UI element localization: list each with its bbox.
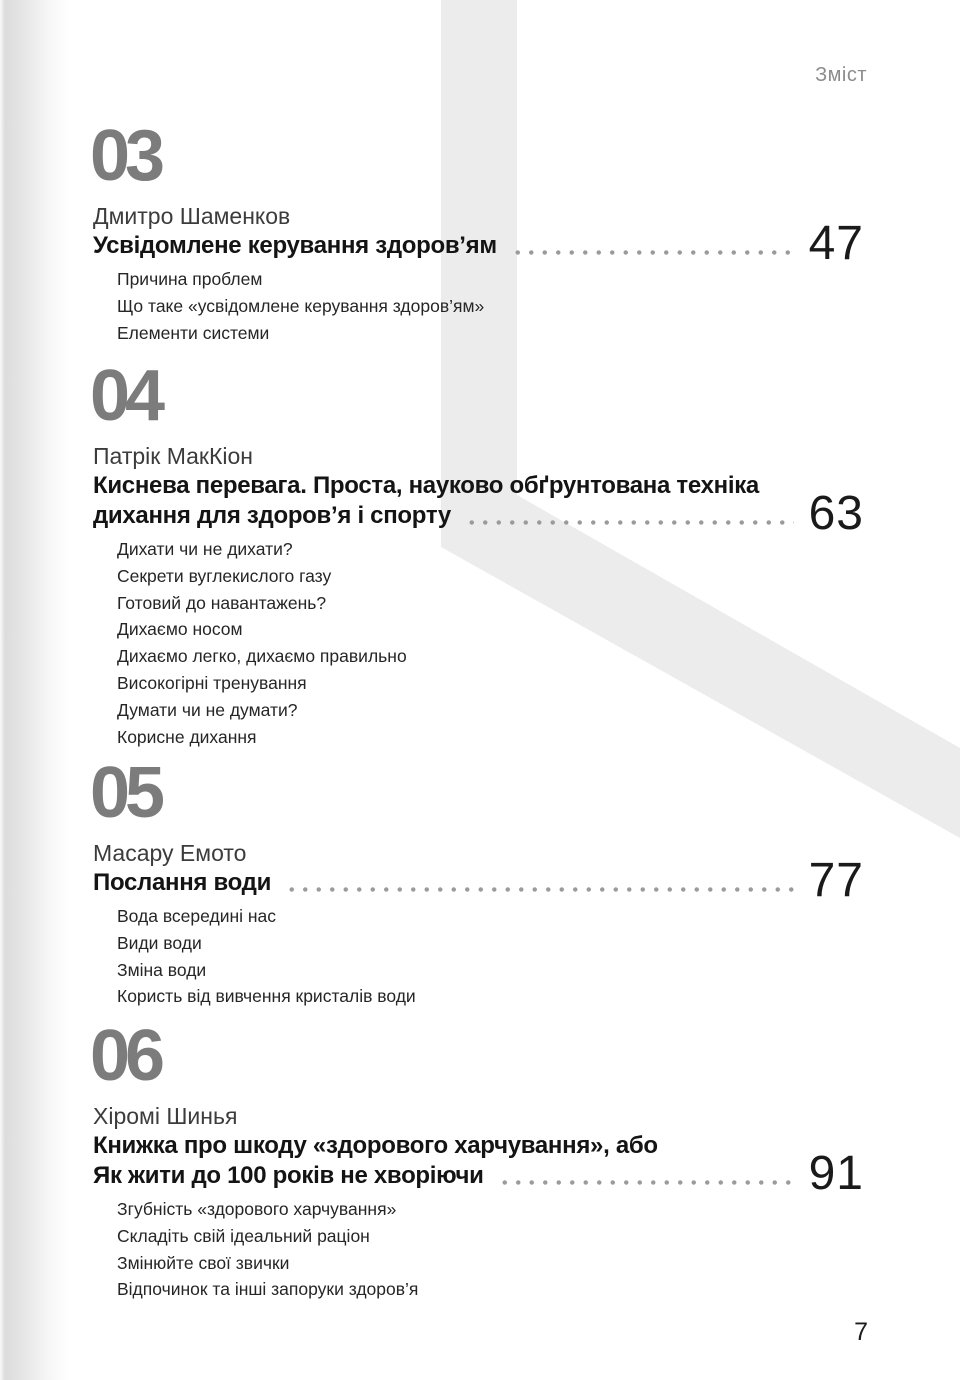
subitem: Дихаємо легко, дихаємо правильно [117,646,407,667]
chapter-section-04 [90,356,864,750]
subitem: Види води [117,932,202,953]
chapter-section-03 [90,116,864,346]
subitem: Дихаємо носом [117,619,243,640]
subitem: Відпочинок та інші запоруки здоров’я [117,1279,419,1300]
subitem: Що таке «усвідомлене керування здоров’ям» [117,295,485,316]
subitem: Думати чи не думати? [117,699,298,720]
chapter-subitems [93,536,864,750]
chapter-subitems [93,903,864,1010]
chapter-title: Послання води [93,869,272,896]
subitem: Користь від вивчення кристалів води [117,986,416,1007]
chapter-author: Хіромі Шинья [93,1103,238,1129]
subitem: Секрети вуглекислого газу [117,565,332,586]
chapter-number: 03 [90,116,161,196]
subitem: Згубність «здорового харчування» [117,1199,397,1219]
chapter-page-number: 63 [808,487,864,540]
subitem: Дихати чи не дихати? [117,539,293,559]
chapter-title-row [93,487,864,540]
chapter-title: Усвідомлене керування здоров’ям [93,232,497,259]
subitem: Елементи системи [117,322,270,343]
chapter-title-line-1: Киснева перевага. Проста, науково обґрунтована техніка [93,472,759,499]
chapter-title-line-1: Книжка про шкоду «здорового харчування», або [93,1132,658,1159]
chapter-title-line-2: дихання для здоров’я і спорту [93,502,451,529]
subitem: Змінюйте свої звички [117,1252,290,1273]
chapter-author: Дмитро Шаменков [93,203,291,229]
chapter-page-number: 47 [808,217,864,270]
subitem: Корисне дихання [117,726,257,747]
dotted-leader [498,1180,794,1185]
chapter-title-row [93,854,864,907]
dotted-leader [285,887,794,892]
dotted-leader [511,250,794,255]
chapter-subitems [93,1196,864,1303]
dotted-leader [465,520,794,525]
chapter-title-line-2: Як жити до 100 років не хворіючи [93,1162,484,1189]
chapter-number: 04 [90,356,161,436]
chapter-number: 05 [90,753,161,833]
subitem: Зміна води [117,959,207,980]
chapter-author: Масару Емото [93,840,247,866]
chapter-author: Патрік МакКіон [93,443,253,469]
subitem: Причина проблем [117,269,263,289]
chapter-section-06 [90,1016,864,1303]
chapter-section-05 [90,753,864,1010]
subitem: Високогірні тренування [117,672,307,693]
chapter-title-row [93,217,864,270]
chapter-subitems [93,266,864,346]
subitem: Готовий до навантажень? [117,592,327,613]
footer-page-number: 7 [854,1318,868,1346]
chapter-title-row [93,1147,864,1200]
chapter-number: 06 [90,1016,161,1096]
subitem: Складіть свій ідеальний раціон [117,1225,370,1246]
chapter-page-number: 77 [808,854,864,907]
subitem: Вода всередині нас [117,906,277,926]
contents-header-label: Зміст [815,64,867,86]
chapter-page-number: 91 [808,1147,864,1200]
